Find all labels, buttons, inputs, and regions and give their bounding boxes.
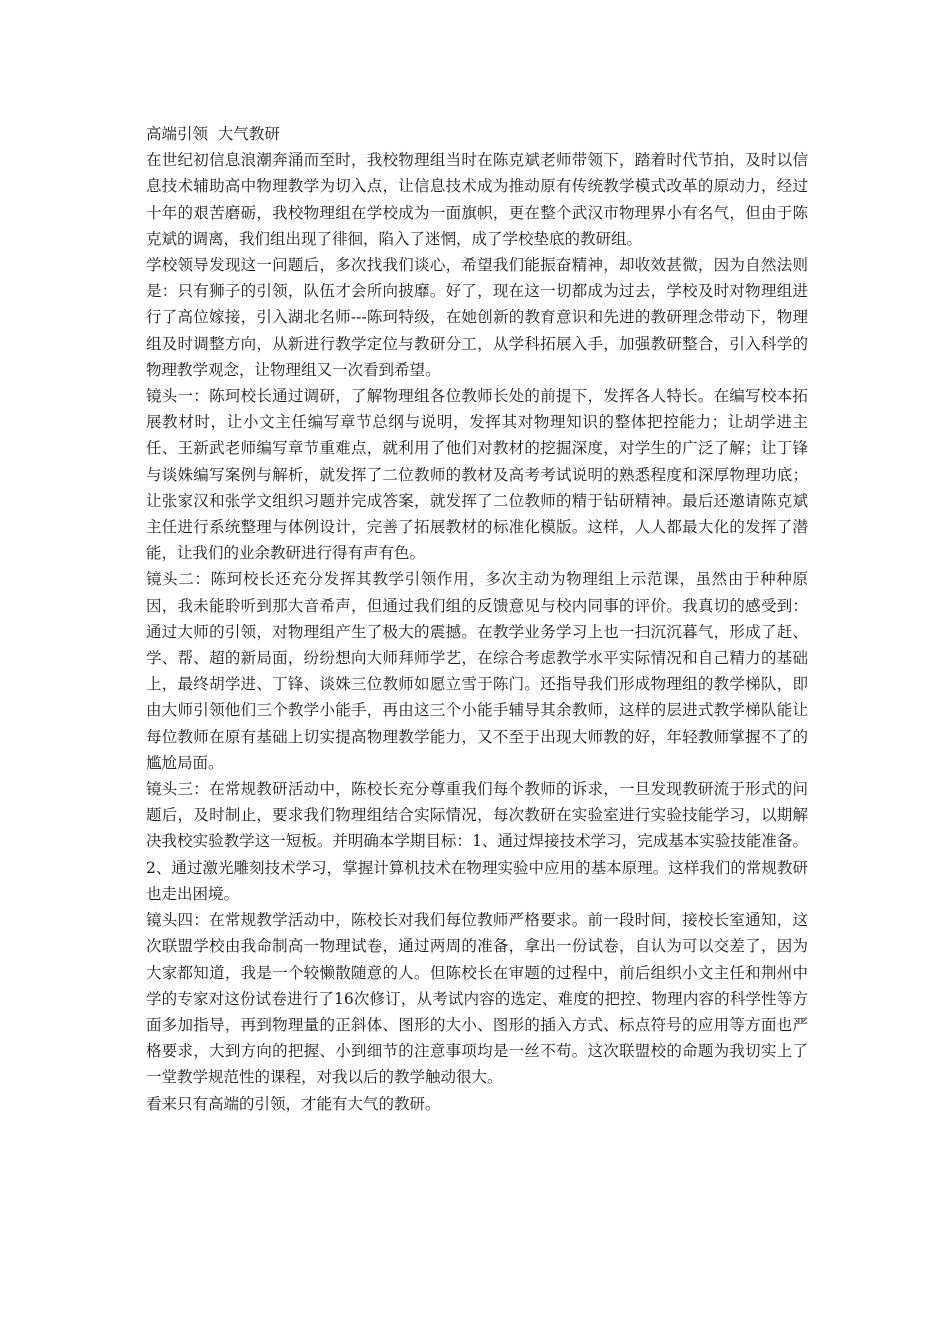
paragraph-scene-one: 镜头一：陈珂校长通过调研，了解物理组各位教师长处的前提下，发挥各人特长。在编写校本拓展教材时，让小文主任编写章节总纲与说明，发挥其对物理知识的整体把控能力；让胡学进主任、王新武老师编写章节重难点，就利用了他们对教材的挖掘深度，对学生的广泛了解；让丁锋与谈姝编写案例与解析，就发挥了二位教师的教材及高考考试说明的熟悉程度和深厚物理功底；让张家汉和张学文组织习题并完成答案，就发挥了二位教师的精于钻研精神。最后还邀请陈克斌主任进行系统整理与体例设计，完善了拓展教材的标准化模版。这样，人人都最大化的发挥了潜能，让我们的业余教研进行得有声有色。	[146, 387, 808, 563]
paragraph-intro: 在世纪初信息浪潮奔涌而至时，我校物理组当时在陈克斌老师带领下，踏着时代节拍，及时以信息技术辅助高中物理教学为切入点，让信息技术成为推动原有传统教学模式改革的原动力，经过十年的艰苦磨砺，我校物理组在学校成为一面旗帜，更在整个武汉市物理界小有名气，但由于陈克斌的调离，我们组出现了徘徊，陷入了迷惘，成了学校垫底的教研组。	[146, 151, 808, 248]
paragraph-leadership: 学校领导发现这一问题后，多次找我们谈心，希望我们能振奋精神，却收效甚微，因为自然法则是：只有狮子的引领，队伍才会所向披靡。好了，现在这一切都成为过去，学校及时对物理组进行了高位嫁接，引入湖北名师---陈珂特级，在她创新的教育意识和先进的教研理念带动下，物理组及时调整方向，从新进行教学定位与教研分工，从学科拓展入手，加强教研整合，引入科学的物理教学观念，让物理组又一次看到希望。	[146, 256, 808, 379]
paragraph-scene-three: 镜头三：在常规教研活动中，陈校长充分尊重我们每个教师的诉求，一旦发现教研流于形式的问题后，及时制止，要求我们物理组结合实际情况，每次教研在实验室进行实验技能学习，以期解决我校实验教学这一短板。并明确本学期目标：1、通过焊接技术学习，完成基本实验技能准备。2、通过激光雕刻技术学习，掌握计算机技术在物理实验中应用的基本原理。这样我们的常规教研也走出困境。	[146, 780, 808, 903]
paragraph-scene-four: 镜头四：在常规教学活动中，陈校长对我们每位教师严格要求。前一段时间，接校长室通知，这次联盟学校由我命制高一物理试卷，通过两周的准备，拿出一份试卷，自认为可以交差了，因为大家都知道，我是一个较懒散随意的人。但陈校长在审题的过程中，前后组织小文主任和荆州中学的专家对这份试卷进行了16次修订，从考试内容的选定、难度的把控、物理内容的科学性等方面多加指导，再到物理量的正斜体、图形的大小、图形的插入方式、标点符号的应用等方面也严格要求，大到方向的把握、小到细节的注意事项均是一丝不苟。这次联盟校的命题为我切实上了一堂教学规范性的课程，对我以后的教学触动很大。	[146, 911, 808, 1087]
document-title: 高端引领 大气教研	[146, 125, 280, 143]
document-body	[146, 121, 808, 1117]
paragraph-scene-two: 镜头二：陈珂校长还充分发挥其教学引领作用，多次主动为物理组上示范课，虽然由于种种原因，我未能聆听到那大音希声，但通过我们组的反馈意见与校内同事的评价。我真切的感受到：通过大师的引领，对物理组产生了极大的震撼。在教学业务学习上也一扫沉沉暮气，形成了赶、学、帮、超的新局面，纷纷想向大师拜师学艺，在综合考虑教学水平实际情况和自己精力的基础上，最终胡学进、丁锋、谈姝三位教师如愿立雪于陈门。还指导我们形成物理组的教学梯队，即由大师引领他们三个教学小能手，再由这三个小能手辅导其余教师，这样的层进式教学梯队能让每位教师在原有基础上切实提高物理教学能力，又不至于出现大师教的好，年轻教师掌握不了的尴尬局面。	[146, 570, 808, 772]
paragraph-conclusion: 看来只有高端的引领，才能有大气的教研。	[146, 1094, 441, 1113]
